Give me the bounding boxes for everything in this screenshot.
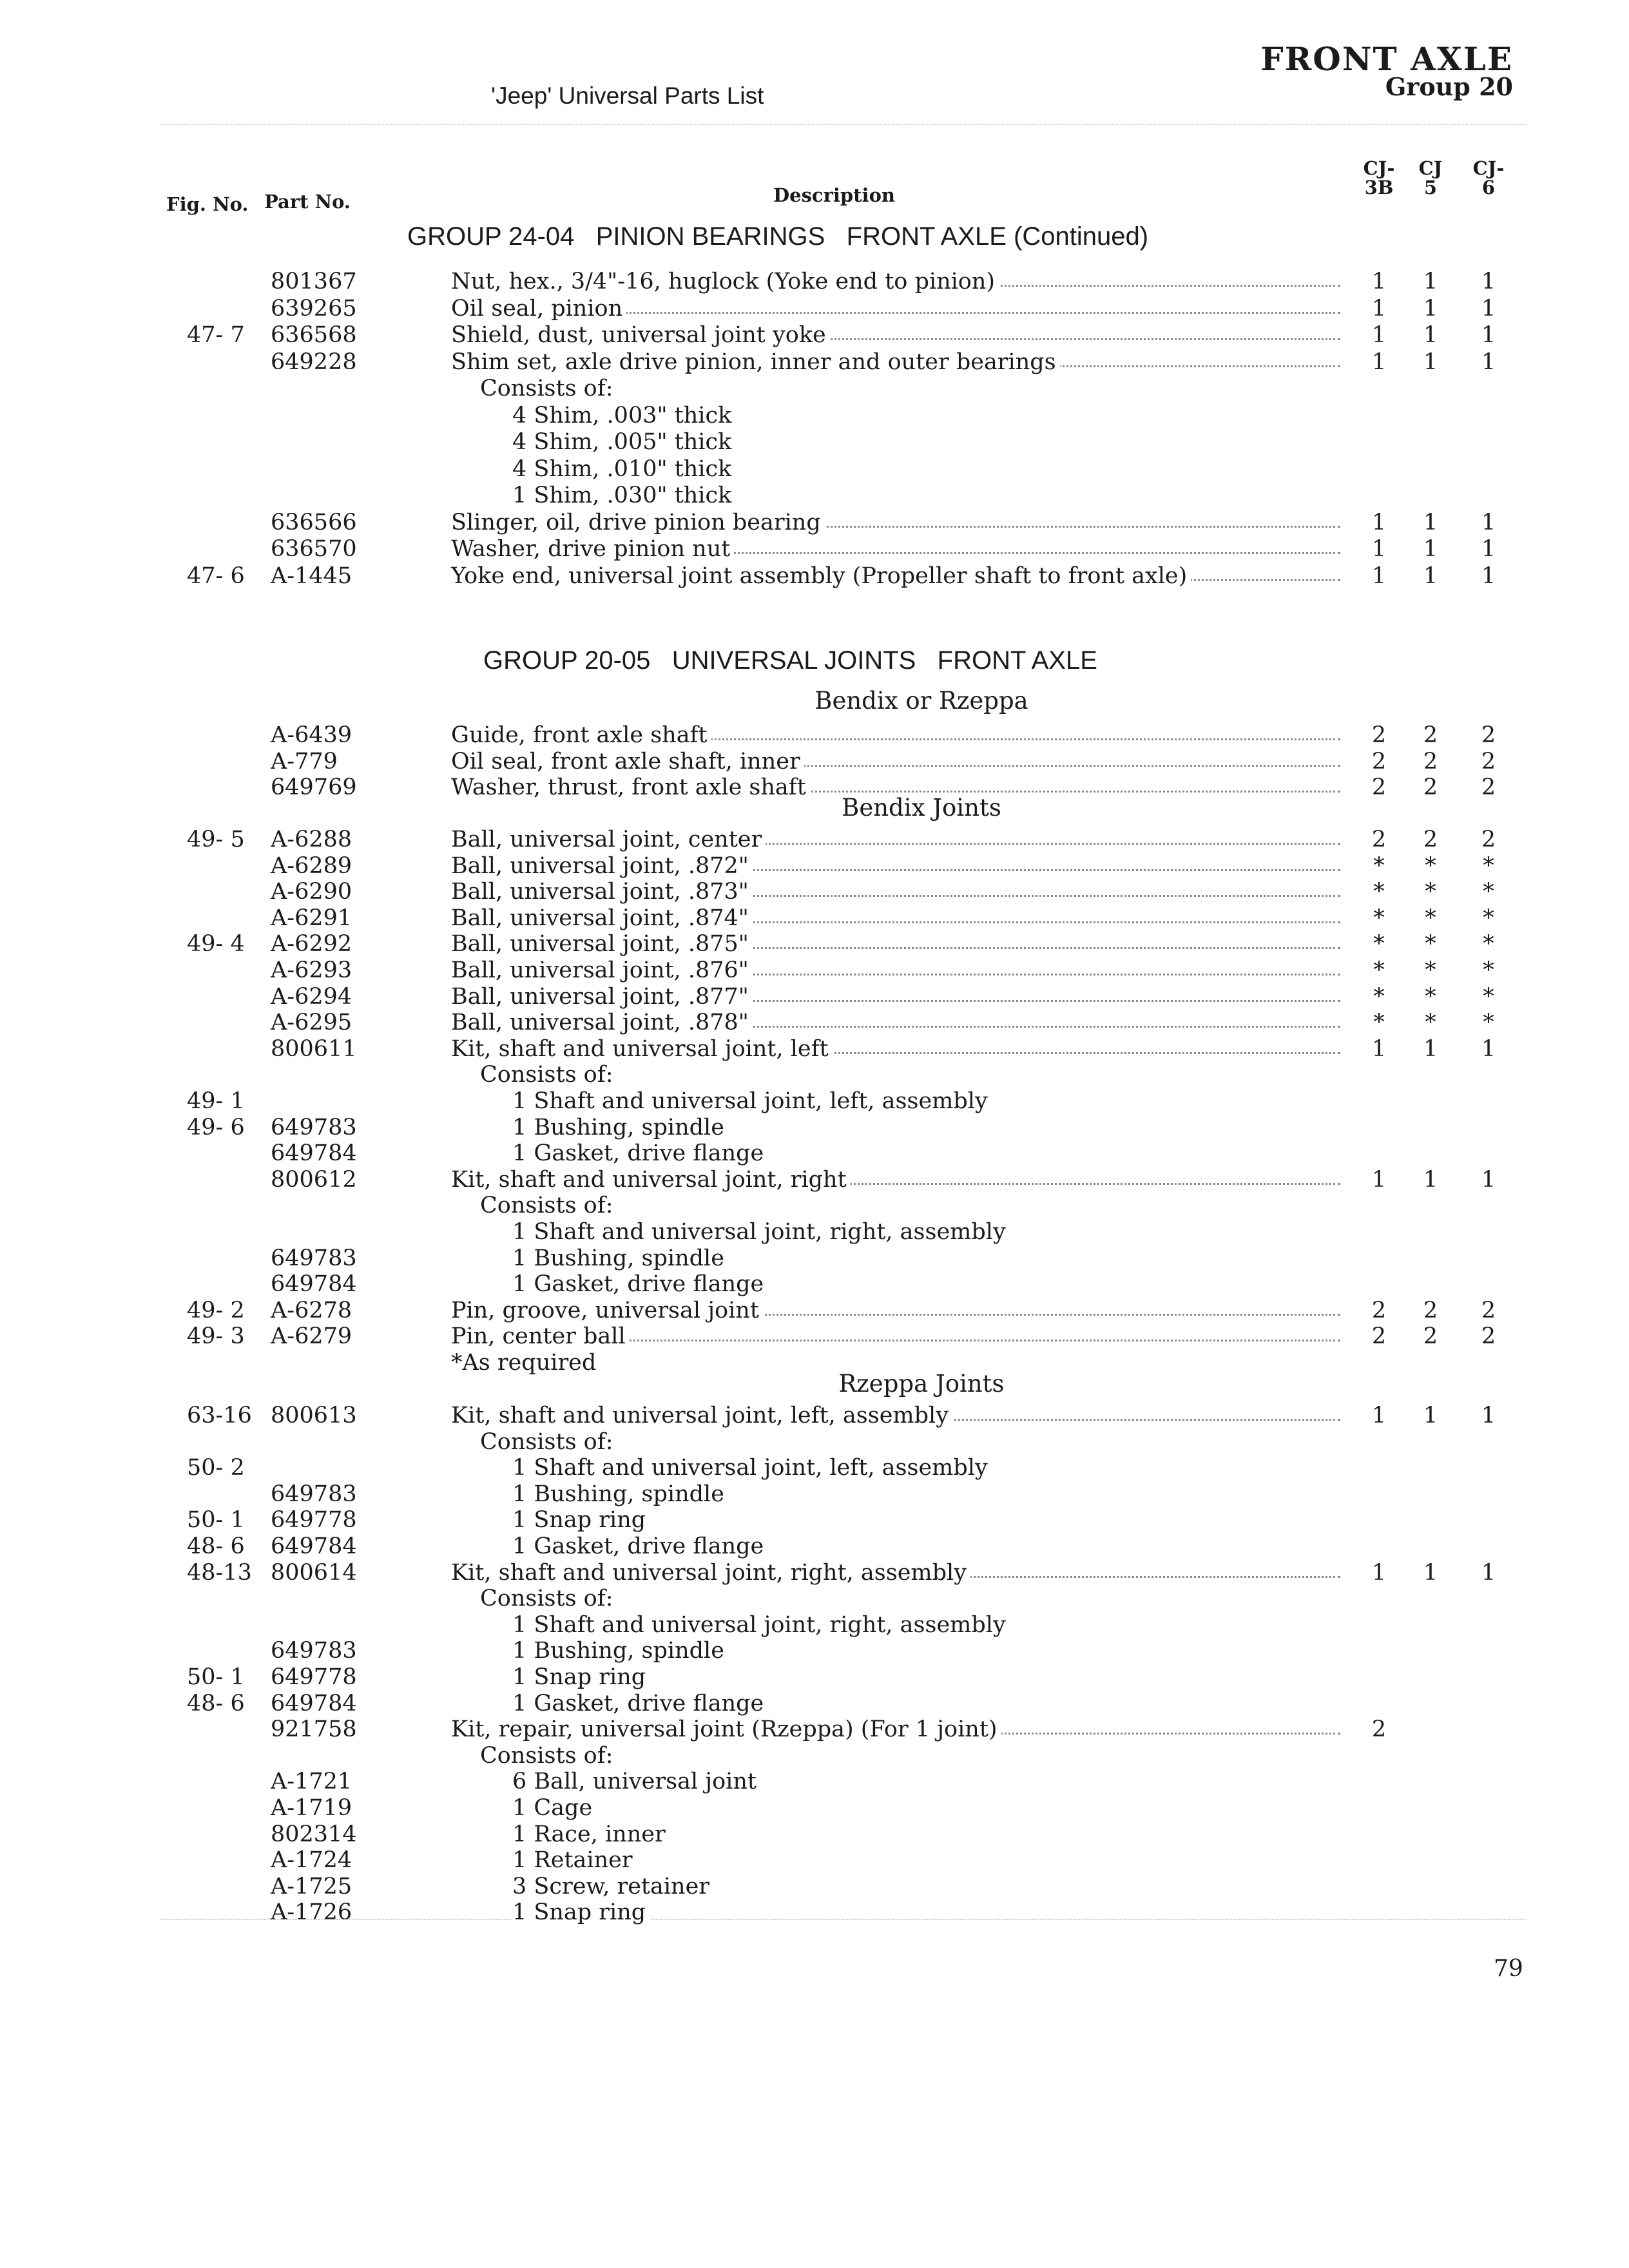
part-description: Oil seal, pinion (451, 295, 626, 322)
parts-row (0, 482, 1629, 509)
model-quantity: * (1373, 852, 1385, 879)
model-quantity: 1 (1371, 1166, 1387, 1193)
model-quantity: 1 (1371, 322, 1387, 348)
model-quantity: 1 (1371, 536, 1387, 562)
part-description: 3 Screw, retainer (512, 1873, 713, 1900)
fig-number: 49- 1 (187, 1088, 245, 1114)
parts-row (0, 1245, 1629, 1272)
model-quantity: 1 (1371, 349, 1387, 375)
parts-row (0, 878, 1629, 905)
model-1-line2: 3B (1364, 177, 1394, 198)
part-number: 800614 (271, 1559, 357, 1586)
model-quantity: 1 (1481, 562, 1496, 589)
model-quantity: * (1483, 957, 1494, 983)
parts-row (0, 349, 1629, 376)
part-number: A-6278 (271, 1297, 352, 1323)
part-number: A-6291 (271, 905, 352, 931)
model-quantity: * (1425, 879, 1436, 905)
parts-list-title: 'Jeep' Universal Parts List (491, 82, 764, 109)
model-quantity: 2 (1423, 722, 1438, 748)
parts-row (0, 1716, 1629, 1743)
fig-number: 63-16 (187, 1403, 252, 1428)
part-number: A-1726 (271, 1899, 352, 1926)
part-description: 1 Snap ring (512, 1506, 650, 1533)
parts-row (0, 535, 1629, 562)
model-quantity: 1 (1371, 269, 1387, 294)
model-3-line2: 6 (1481, 177, 1496, 198)
model-quantity: 1 (1423, 322, 1438, 348)
model-quantity: 2 (1371, 722, 1387, 748)
model-quantity: * (1483, 879, 1494, 905)
part-description: Shim set, axle drive pinion, inner and outer bearings (451, 349, 1060, 376)
fig-number: 47- 7 (187, 322, 245, 348)
part-description: 1 Shaft and universal joint, right, assembly (512, 1611, 1010, 1639)
parts-row (0, 295, 1629, 322)
model-quantity: 2 (1423, 774, 1438, 800)
model-quantity: 1 (1481, 1035, 1496, 1062)
part-description: 1 Gasket, drive flange (512, 1533, 767, 1560)
parts-row (0, 1323, 1629, 1350)
part-number: 649784 (271, 1271, 357, 1298)
model-quantity: 2 (1481, 774, 1496, 800)
model-quantity: * (1483, 983, 1494, 1010)
column-header-model-2 (1405, 159, 1456, 197)
fig-number: 49- 2 (187, 1297, 245, 1323)
parts-row (0, 1428, 1629, 1456)
parts-row (0, 957, 1629, 984)
model-1-line1: CJ- (1363, 157, 1395, 179)
model-quantity: 1 (1423, 1035, 1438, 1062)
part-description: Consists of: (480, 1061, 617, 1088)
part-number: 649769 (271, 774, 357, 800)
part-number: 649783 (271, 1638, 357, 1664)
fig-number: 49- 3 (187, 1323, 245, 1350)
part-description: Consists of: (480, 1428, 617, 1456)
subhead-bendix-joints: Bendix Joints (842, 794, 1001, 822)
model-quantity: 1 (1371, 509, 1387, 535)
parts-row (0, 930, 1629, 957)
parts-row (0, 826, 1629, 853)
model-quantity: * (1373, 957, 1385, 983)
model-quantity: 2 (1371, 774, 1387, 800)
part-description: Ball, universal joint, center (451, 826, 766, 853)
part-number: 649783 (271, 1114, 357, 1140)
part-description: 1 Snap ring (512, 1664, 650, 1691)
part-description: Consists of: (480, 375, 617, 402)
model-2-line1: CJ (1418, 157, 1443, 179)
model-quantity: 1 (1481, 349, 1496, 375)
part-description: 1 Gasket, drive flange (512, 1271, 767, 1298)
part-number: A-1721 (271, 1769, 352, 1795)
model-quantity: 1 (1371, 1403, 1387, 1428)
parts-row (0, 1454, 1629, 1481)
part-description: 1 Shaft and universal joint, left, assembly (512, 1454, 992, 1481)
part-description: Consists of: (480, 1192, 617, 1219)
part-description: Pin, center ball (451, 1323, 630, 1350)
subhead-rzeppa-joints: Rzeppa Joints (838, 1370, 1005, 1398)
part-number: A-6439 (271, 722, 352, 748)
parts-row (0, 322, 1629, 349)
part-description: 6 Ball, universal joint (512, 1768, 760, 1795)
part-number: 649228 (271, 349, 357, 375)
part-description: 1 Shaft and universal joint, right, assembly (512, 1218, 1010, 1245)
fig-number: 49- 5 (187, 827, 245, 852)
part-description: 1 Race, inner (512, 1821, 670, 1848)
model-quantity: 1 (1481, 1559, 1496, 1586)
parts-row (0, 1664, 1629, 1691)
model-quantity: * (1483, 852, 1494, 879)
part-description: Oil seal, front axle shaft, inner (451, 748, 804, 775)
part-description: Ball, universal joint, .876" (451, 957, 753, 984)
section-title: FRONT AXLE (1260, 40, 1513, 78)
part-description: Shield, dust, universal joint yoke (451, 322, 830, 349)
model-quantity: 1 (1481, 269, 1496, 294)
part-number: 636570 (271, 536, 357, 562)
model-quantity: 1 (1371, 562, 1387, 589)
model-quantity: 1 (1481, 1166, 1496, 1193)
part-description: Ball, universal joint, .873" (451, 878, 753, 905)
model-quantity: * (1425, 983, 1436, 1010)
model-quantity: 1 (1481, 295, 1496, 322)
part-number: 636568 (271, 322, 357, 348)
part-description: 1 Gasket, drive flange (512, 1690, 767, 1717)
part-number: A-6293 (271, 957, 352, 983)
parts-row (0, 1559, 1629, 1586)
parts-row (0, 1088, 1629, 1115)
part-number: 802314 (271, 1821, 357, 1847)
part-description: Kit, shaft and universal joint, right (451, 1166, 851, 1193)
part-number: 649784 (271, 1533, 357, 1559)
part-description: Kit, shaft and universal joint, right, assembly (451, 1559, 970, 1586)
model-quantity: 2 (1481, 1297, 1496, 1323)
part-description: 4 Shim, .010" thick (512, 456, 735, 483)
part-description: Pin, groove, universal joint (451, 1297, 763, 1324)
parts-row (0, 1297, 1629, 1324)
model-quantity: * (1425, 1010, 1436, 1036)
parts-row (0, 1899, 1629, 1926)
parts-row (0, 905, 1629, 932)
parts-row (0, 852, 1629, 879)
group-20-05-heading: GROUP 20-05 UNIVERSAL JOINTS FRONT AXLE (483, 646, 1097, 675)
part-number: A-6289 (271, 852, 352, 879)
parts-row (0, 1742, 1629, 1769)
parts-row (0, 1009, 1629, 1036)
model-quantity: * (1483, 931, 1494, 957)
part-number: 649778 (271, 1664, 357, 1690)
model-quantity: 1 (1423, 269, 1438, 294)
part-number: 649784 (271, 1140, 357, 1167)
parts-row (0, 1611, 1629, 1639)
model-quantity: 2 (1371, 827, 1387, 852)
parts-row (0, 1847, 1629, 1874)
parts-row (0, 1035, 1629, 1062)
model-quantity: * (1425, 905, 1436, 931)
model-quantity: * (1425, 931, 1436, 957)
part-description: Guide, front axle shaft (451, 722, 711, 749)
parts-row (0, 268, 1629, 295)
part-description: 1 Snap ring (512, 1899, 650, 1926)
part-description: Nut, hex., 3/4"-16, huglock (Yoke end to pinion) (451, 268, 999, 295)
fig-number: 47- 6 (187, 562, 245, 589)
fig-number: 49- 4 (187, 931, 245, 957)
part-number: 801367 (271, 269, 357, 294)
model-quantity: 2 (1423, 1297, 1438, 1323)
fig-number: 48-13 (187, 1559, 252, 1586)
model-quantity: 2 (1371, 1297, 1387, 1323)
part-description: 4 Shim, .003" thick (512, 402, 735, 429)
part-number: 639265 (271, 295, 357, 322)
part-description: 1 Cage (512, 1794, 596, 1821)
model-quantity: 2 (1423, 827, 1438, 852)
model-2-line2: 5 (1423, 177, 1438, 198)
part-description: Kit, shaft and universal joint, left, assembly (451, 1402, 952, 1429)
model-quantity: 2 (1481, 1323, 1496, 1350)
fig-number: 48- 6 (187, 1533, 245, 1559)
part-number: 649784 (271, 1690, 357, 1716)
fig-number: 50- 1 (187, 1507, 245, 1533)
part-description: 1 Gasket, drive flange (512, 1140, 767, 1167)
part-description: Slinger, oil, drive pinion bearing (451, 509, 825, 536)
model-quantity: 1 (1371, 1559, 1387, 1586)
part-description: 4 Shim, .005" thick (512, 428, 735, 456)
parts-row (0, 1637, 1629, 1664)
part-description: 1 Bushing, spindle (512, 1245, 728, 1272)
parts-row (0, 1218, 1629, 1245)
parts-row (0, 1192, 1629, 1219)
model-quantity: 2 (1371, 1716, 1387, 1743)
parts-row (0, 1271, 1629, 1298)
parts-row (0, 1114, 1629, 1141)
part-description: Yoke end, universal joint assembly (Propeller shaft to front axle) (451, 562, 1191, 590)
part-description: Ball, universal joint, .875" (451, 930, 753, 957)
model-quantity: 2 (1481, 748, 1496, 774)
part-description: 1 Bushing, spindle (512, 1114, 728, 1141)
parts-row (0, 375, 1629, 402)
part-number: 800612 (271, 1166, 357, 1193)
parts-row (0, 562, 1629, 590)
parts-row (0, 1585, 1629, 1612)
column-header-part: Part No. (264, 191, 351, 213)
model-quantity: 1 (1481, 1403, 1496, 1428)
model-quantity: 1 (1423, 562, 1438, 589)
parts-row (0, 1690, 1629, 1717)
model-quantity: * (1425, 852, 1436, 879)
group-label: Group 20 (1385, 72, 1513, 101)
part-number: A-1445 (271, 562, 352, 589)
fig-number: 50- 2 (187, 1455, 245, 1481)
model-quantity: 2 (1423, 748, 1438, 774)
parts-row (0, 1061, 1629, 1088)
part-description: Consists of: (480, 1585, 617, 1612)
model-quantity: 1 (1423, 509, 1438, 535)
part-number: 649783 (271, 1245, 357, 1271)
part-description: Consists of: (480, 1742, 617, 1769)
parts-row (0, 983, 1629, 1010)
part-number: A-6295 (271, 1010, 352, 1036)
parts-row (0, 456, 1629, 483)
model-quantity: 1 (1423, 536, 1438, 562)
column-header-model-1 (1353, 159, 1405, 197)
part-number: A-779 (271, 748, 338, 774)
parts-row (0, 1768, 1629, 1795)
part-description: Washer, drive pinion nut (451, 535, 734, 562)
part-number: A-1719 (271, 1795, 352, 1821)
parts-row (0, 1481, 1629, 1508)
column-header-description: Description (773, 184, 895, 206)
model-quantity: * (1373, 879, 1385, 905)
model-quantity: * (1373, 983, 1385, 1010)
parts-row (0, 1821, 1629, 1848)
model-quantity: 1 (1481, 509, 1496, 535)
model-quantity: 2 (1481, 827, 1496, 852)
part-description: 1 Bushing, spindle (512, 1637, 728, 1664)
group-24-04-heading: GROUP 24-04 PINION BEARINGS FRONT AXLE (Continued) (407, 222, 1149, 251)
part-description: Kit, shaft and universal joint, left (451, 1035, 833, 1062)
model-quantity: 1 (1371, 295, 1387, 322)
part-description: Ball, universal joint, .872" (451, 852, 753, 879)
part-description: 1 Shim, .030" thick (512, 482, 735, 509)
model-quantity: 1 (1423, 349, 1438, 375)
model-3-line1: CJ- (1472, 157, 1505, 179)
model-quantity: 2 (1423, 1323, 1438, 1350)
part-number: A-6288 (271, 827, 352, 852)
part-number: 800613 (271, 1403, 357, 1428)
part-description: *As required (451, 1349, 600, 1376)
parts-row (0, 1873, 1629, 1900)
part-number: A-6294 (271, 983, 352, 1010)
parts-row (0, 509, 1629, 536)
parts-row (0, 1533, 1629, 1560)
fig-number: 48- 6 (187, 1690, 245, 1716)
parts-row (0, 1402, 1629, 1429)
model-quantity: 1 (1423, 1559, 1438, 1586)
parts-row (0, 722, 1629, 749)
parts-row (0, 1794, 1629, 1821)
column-header-model-3 (1463, 159, 1514, 197)
model-quantity: 1 (1423, 295, 1438, 322)
part-description: 1 Bushing, spindle (512, 1481, 728, 1508)
footer-rule (161, 1919, 1526, 1920)
model-quantity: 1 (1371, 1035, 1387, 1062)
model-quantity: 1 (1423, 1403, 1438, 1428)
model-quantity: * (1373, 905, 1385, 931)
part-description: Washer, thrust, front axle shaft (451, 774, 810, 801)
column-header-fig: Fig. No. (166, 193, 249, 215)
part-description: 1 Retainer (512, 1847, 637, 1874)
model-quantity: 1 (1481, 536, 1496, 562)
fig-number: 50- 1 (187, 1664, 245, 1690)
part-description: Ball, universal joint, .878" (451, 1009, 753, 1036)
parts-row (0, 1140, 1629, 1167)
page-number: 79 (1494, 1956, 1523, 1982)
parts-row (0, 1166, 1629, 1193)
parts-row (0, 748, 1629, 775)
part-number: A-6290 (271, 879, 352, 905)
part-description: 1 Shaft and universal joint, left, assembly (512, 1088, 992, 1115)
model-quantity: * (1373, 931, 1385, 957)
part-number: 800611 (271, 1035, 357, 1062)
part-description: Ball, universal joint, .874" (451, 905, 753, 932)
part-number: A-6279 (271, 1323, 352, 1350)
header-rule (161, 124, 1526, 125)
model-quantity: 2 (1371, 1323, 1387, 1350)
part-description: Ball, universal joint, .877" (451, 983, 753, 1010)
model-quantity: 2 (1481, 722, 1496, 748)
part-number: A-1725 (271, 1873, 352, 1899)
model-quantity: * (1373, 1010, 1385, 1036)
fig-number: 49- 6 (187, 1114, 245, 1140)
parts-row (0, 428, 1629, 456)
part-number: 636566 (271, 509, 357, 535)
part-number: 649778 (271, 1507, 357, 1533)
model-quantity: 1 (1423, 1166, 1438, 1193)
part-number: A-1724 (271, 1847, 352, 1874)
part-number: 921758 (271, 1716, 357, 1743)
parts-row (0, 1506, 1629, 1533)
model-quantity: 2 (1371, 748, 1387, 774)
model-quantity: * (1425, 957, 1436, 983)
model-quantity: * (1483, 1010, 1494, 1036)
model-quantity: * (1483, 905, 1494, 931)
model-quantity: 1 (1481, 322, 1496, 348)
part-number: 649783 (271, 1481, 357, 1507)
parts-row (0, 402, 1629, 429)
subhead-bendix-or-rzeppa: Bendix or Rzeppa (815, 687, 1028, 715)
part-description: Kit, repair, universal joint (Rzeppa) (For 1 joint) (451, 1716, 1001, 1743)
part-number: A-6292 (271, 931, 352, 957)
